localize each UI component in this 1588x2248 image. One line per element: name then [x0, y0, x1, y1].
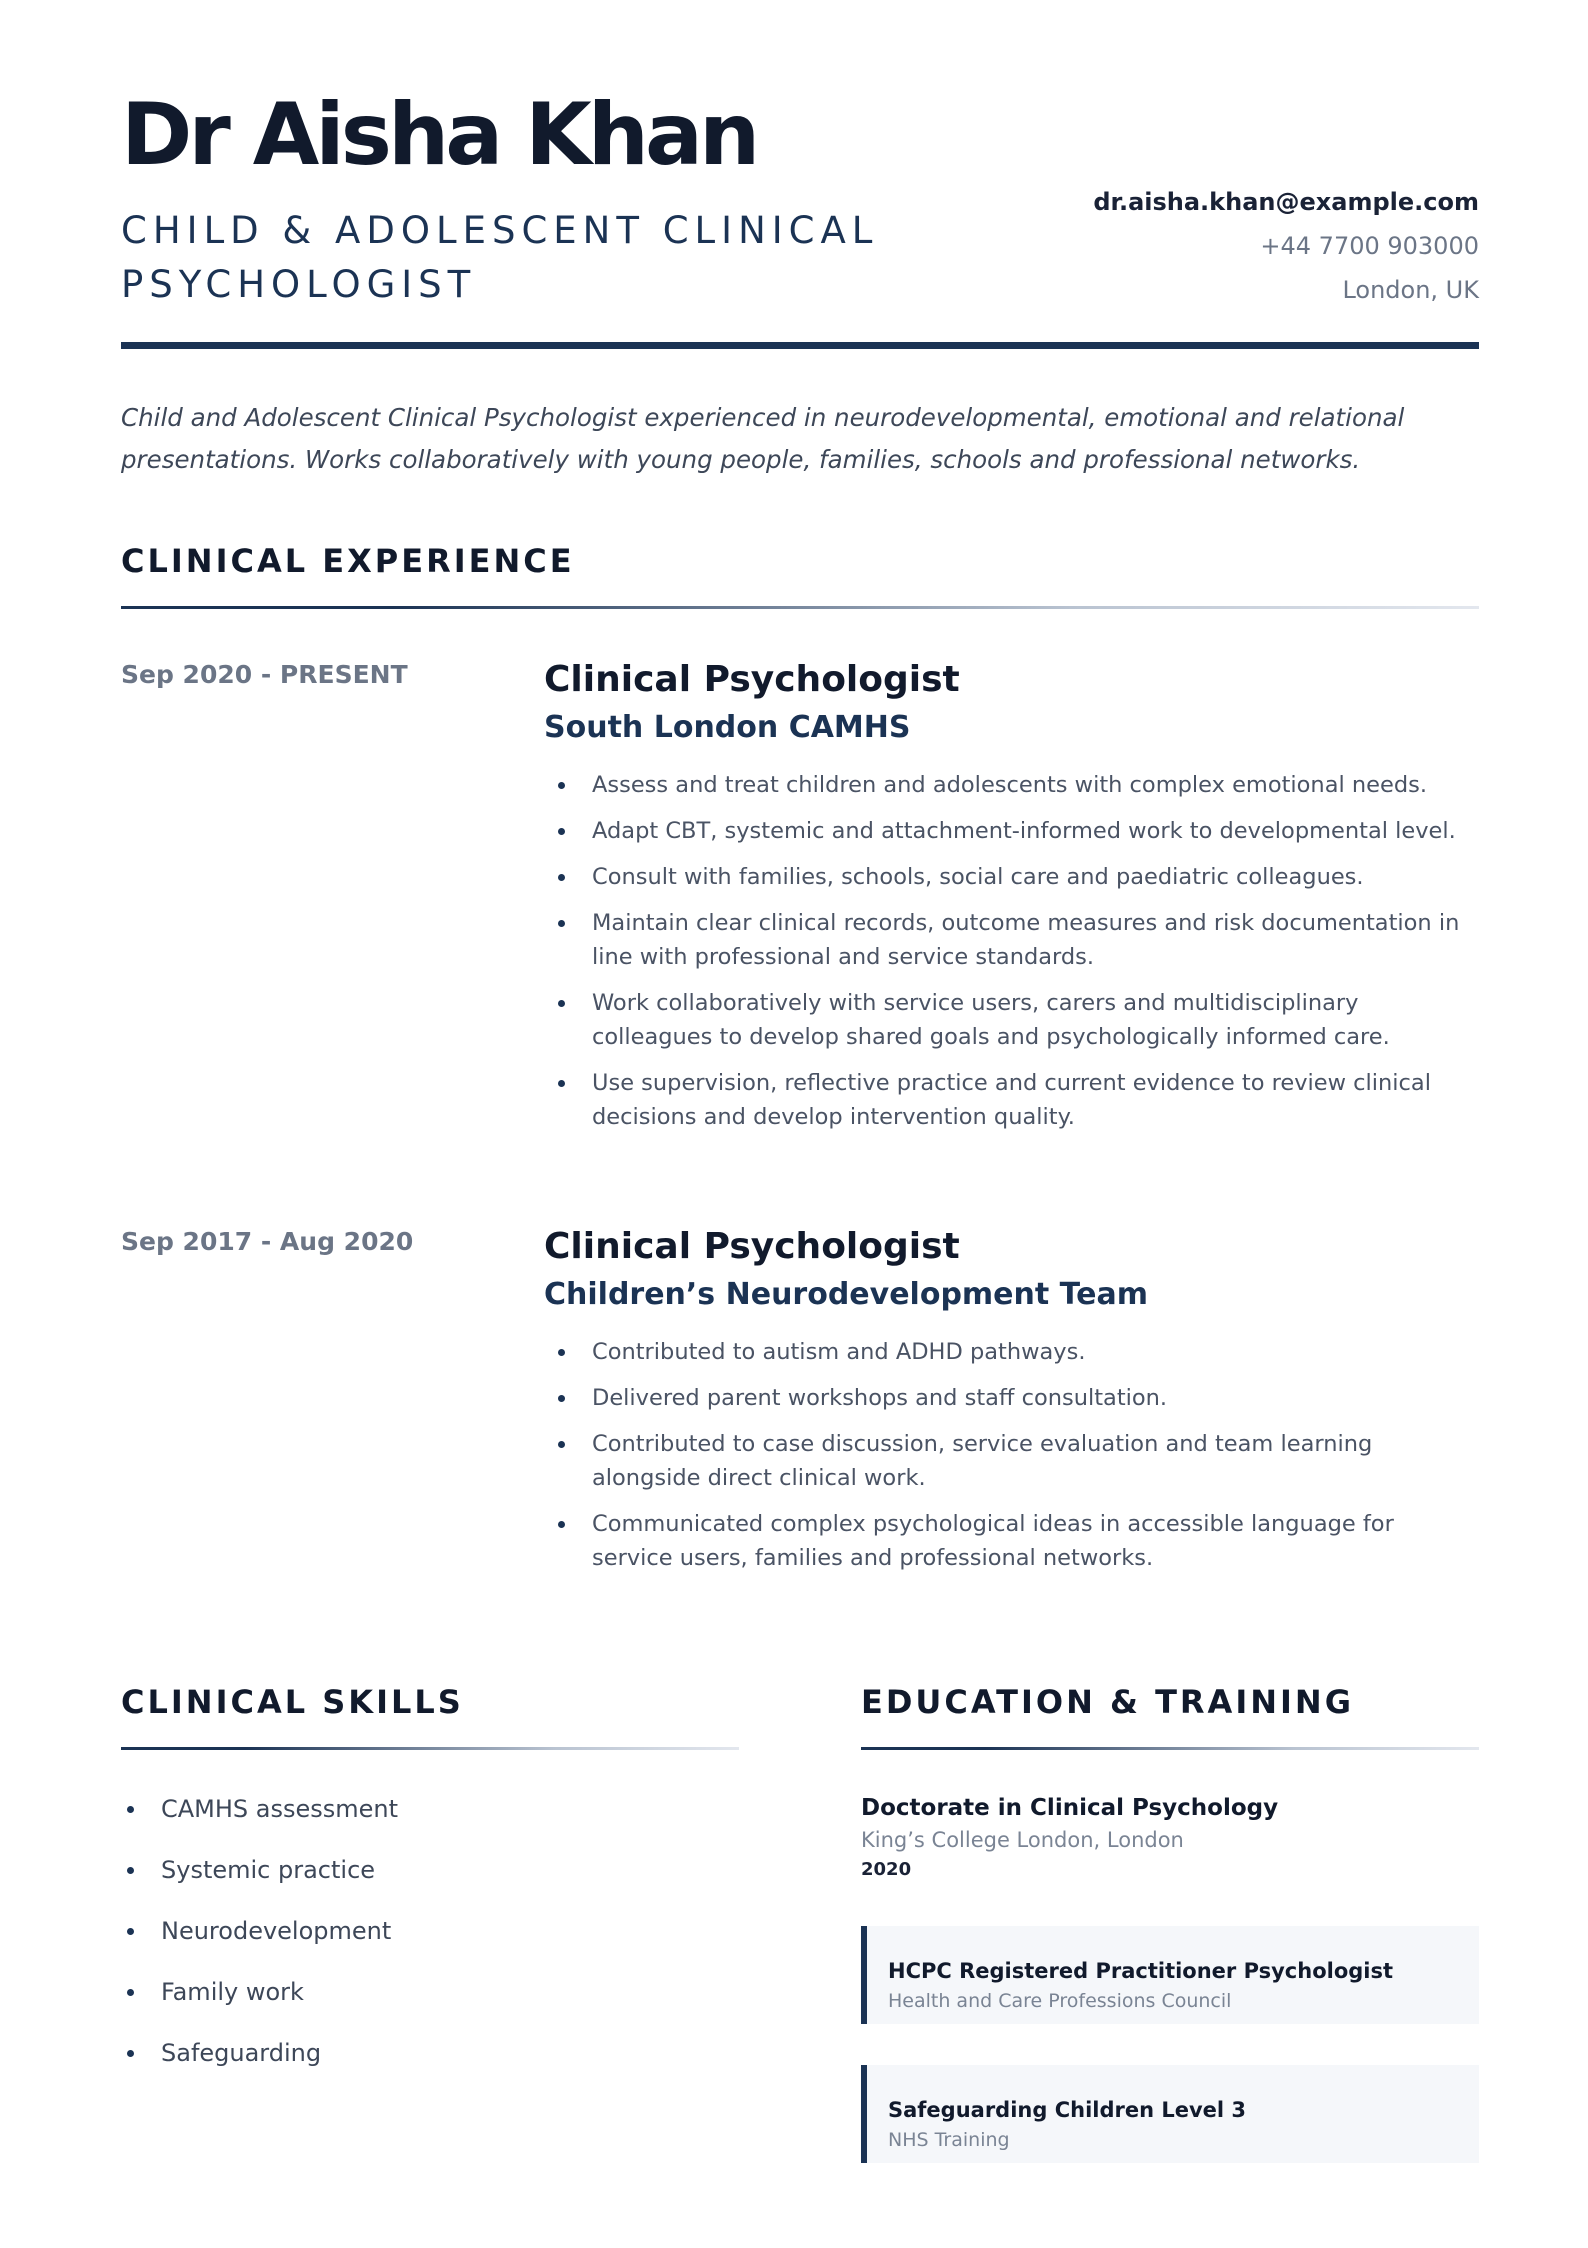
contact-phone[interactable]: +44 7700 903000 — [1260, 232, 1479, 260]
bullet-dot — [127, 1989, 134, 1996]
contact-email[interactable]: dr.aisha.khan@example.com — [1093, 188, 1479, 216]
list-item — [544, 1066, 1479, 1134]
bullet-text: Contributed to autism and ADHD pathways. — [592, 1339, 1086, 1365]
certification-card — [861, 2065, 1479, 2163]
degree-title: Doctorate in Clinical Psychology — [861, 1795, 1279, 1821]
degree-year: 2020 — [861, 1859, 912, 1880]
skill-label: Neurodevelopment — [161, 1917, 392, 1945]
job-organisation: Children’s Neurodevelopment Team — [544, 1277, 1148, 1312]
bullet-dot — [558, 920, 565, 927]
certification-card — [861, 1926, 1479, 2024]
bullet-text: Consult with families, schools, social care and paediatric colleagues. — [592, 864, 1364, 890]
bullet-text: Contributed to case discussion, service evaluation and team learning alongside direct clinical work. — [592, 1431, 1373, 1491]
bullet-dot — [558, 1000, 565, 1007]
bullet-text: Work collaboratively with service users, carers and multidisciplinary colleagues to develop shared goals and psychologically informed care. — [592, 990, 1390, 1050]
header-divider — [121, 342, 1479, 349]
skill-label: Safeguarding — [161, 2039, 322, 2067]
experience-heading: CLINICAL EXPERIENCE — [121, 542, 575, 580]
job-dates: Sep 2017 - Aug 2020 — [121, 1227, 414, 1256]
list-item — [544, 1381, 1479, 1415]
list-item — [121, 1855, 741, 1916]
bullet-text: Maintain clear clinical records, outcome measures and risk documentation in line with professional and service standards. — [592, 910, 1460, 970]
bullet-dot — [558, 1080, 565, 1087]
bullet-dot — [127, 1928, 134, 1935]
job-bullets — [544, 768, 1479, 1134]
contact-block — [1093, 185, 1479, 317]
list-item — [544, 768, 1479, 802]
bullet-dot — [558, 1349, 565, 1356]
profile-summary: Child and Adolescent Clinical Psychologist experienced in neurodevelopmental, emotional and relational presentations. Works collaboratively with young people, families, schools and professional networks. — [121, 403, 1405, 474]
bullet-text: Assess and treat children and adolescents with complex emotional needs. — [592, 772, 1427, 798]
job-dates: Sep 2020 - PRESENT — [121, 660, 408, 689]
bullet-text: Use supervision, reflective practice and current evidence to review clinical decisions and develop intervention quality. — [592, 1070, 1431, 1130]
bullet-text: Adapt CBT, systemic and attachment-informed work to developmental level. — [592, 818, 1456, 844]
bullet-dot — [127, 1806, 134, 1813]
list-item — [544, 1335, 1479, 1369]
list-item — [544, 986, 1479, 1054]
list-item — [121, 2038, 741, 2099]
list-item — [544, 814, 1479, 848]
list-item — [121, 1916, 741, 1977]
job-details — [544, 658, 1479, 1146]
bullet-dot — [558, 782, 565, 789]
certification-body: NHS Training — [888, 2129, 1010, 2151]
job-title: Clinical Psychologist — [544, 1226, 960, 1267]
list-item — [121, 1794, 741, 1855]
job-title: Clinical Psychologist — [544, 659, 960, 700]
experience-divider — [121, 606, 1479, 609]
skill-label: CAMHS assessment — [161, 1795, 399, 1823]
bullet-dot — [558, 874, 565, 881]
certification-name: HCPC Registered Practitioner Psychologist — [888, 1959, 1394, 1983]
skills-list — [121, 1794, 741, 2099]
contact-location: London, UK — [1342, 276, 1479, 304]
skill-label: Systemic practice — [161, 1856, 376, 1884]
bullet-text: Communicated complex psychological ideas in accessible language for service users, families and professional networks. — [592, 1511, 1394, 1571]
job-bullets — [544, 1335, 1479, 1575]
bullet-dot — [558, 1521, 565, 1528]
bullet-dot — [558, 1441, 565, 1448]
certification-name: Safeguarding Children Level 3 — [888, 2098, 1247, 2122]
degree-institution: King’s College London, London — [861, 1828, 1184, 1852]
list-item — [544, 860, 1479, 894]
skill-label: Family work — [161, 1978, 304, 2006]
bullet-dot — [127, 1867, 134, 1874]
skills-heading: CLINICAL SKILLS — [121, 1683, 464, 1721]
job-organisation: South London CAMHS — [544, 710, 911, 745]
bullet-dot — [558, 828, 565, 835]
bullet-dot — [127, 2050, 134, 2057]
skills-divider — [121, 1747, 739, 1750]
job-role: CHILD & ADOLESCENT CLINICAL PSYCHOLOGIST — [121, 209, 879, 306]
bullet-dot — [558, 1395, 565, 1402]
list-item — [544, 1507, 1479, 1575]
list-item — [544, 906, 1479, 974]
list-item — [121, 1977, 741, 2038]
education-entry — [861, 1792, 1479, 1884]
list-item — [544, 1427, 1479, 1495]
education-divider — [861, 1747, 1479, 1750]
candidate-name: Dr Aisha Khan — [121, 85, 757, 185]
bullet-text: Delivered parent workshops and staff consultation. — [592, 1385, 1168, 1411]
certification-body: Health and Care Professions Council — [888, 1990, 1232, 2012]
job-details — [544, 1225, 1479, 1587]
education-heading: EDUCATION & TRAINING — [861, 1683, 1354, 1721]
